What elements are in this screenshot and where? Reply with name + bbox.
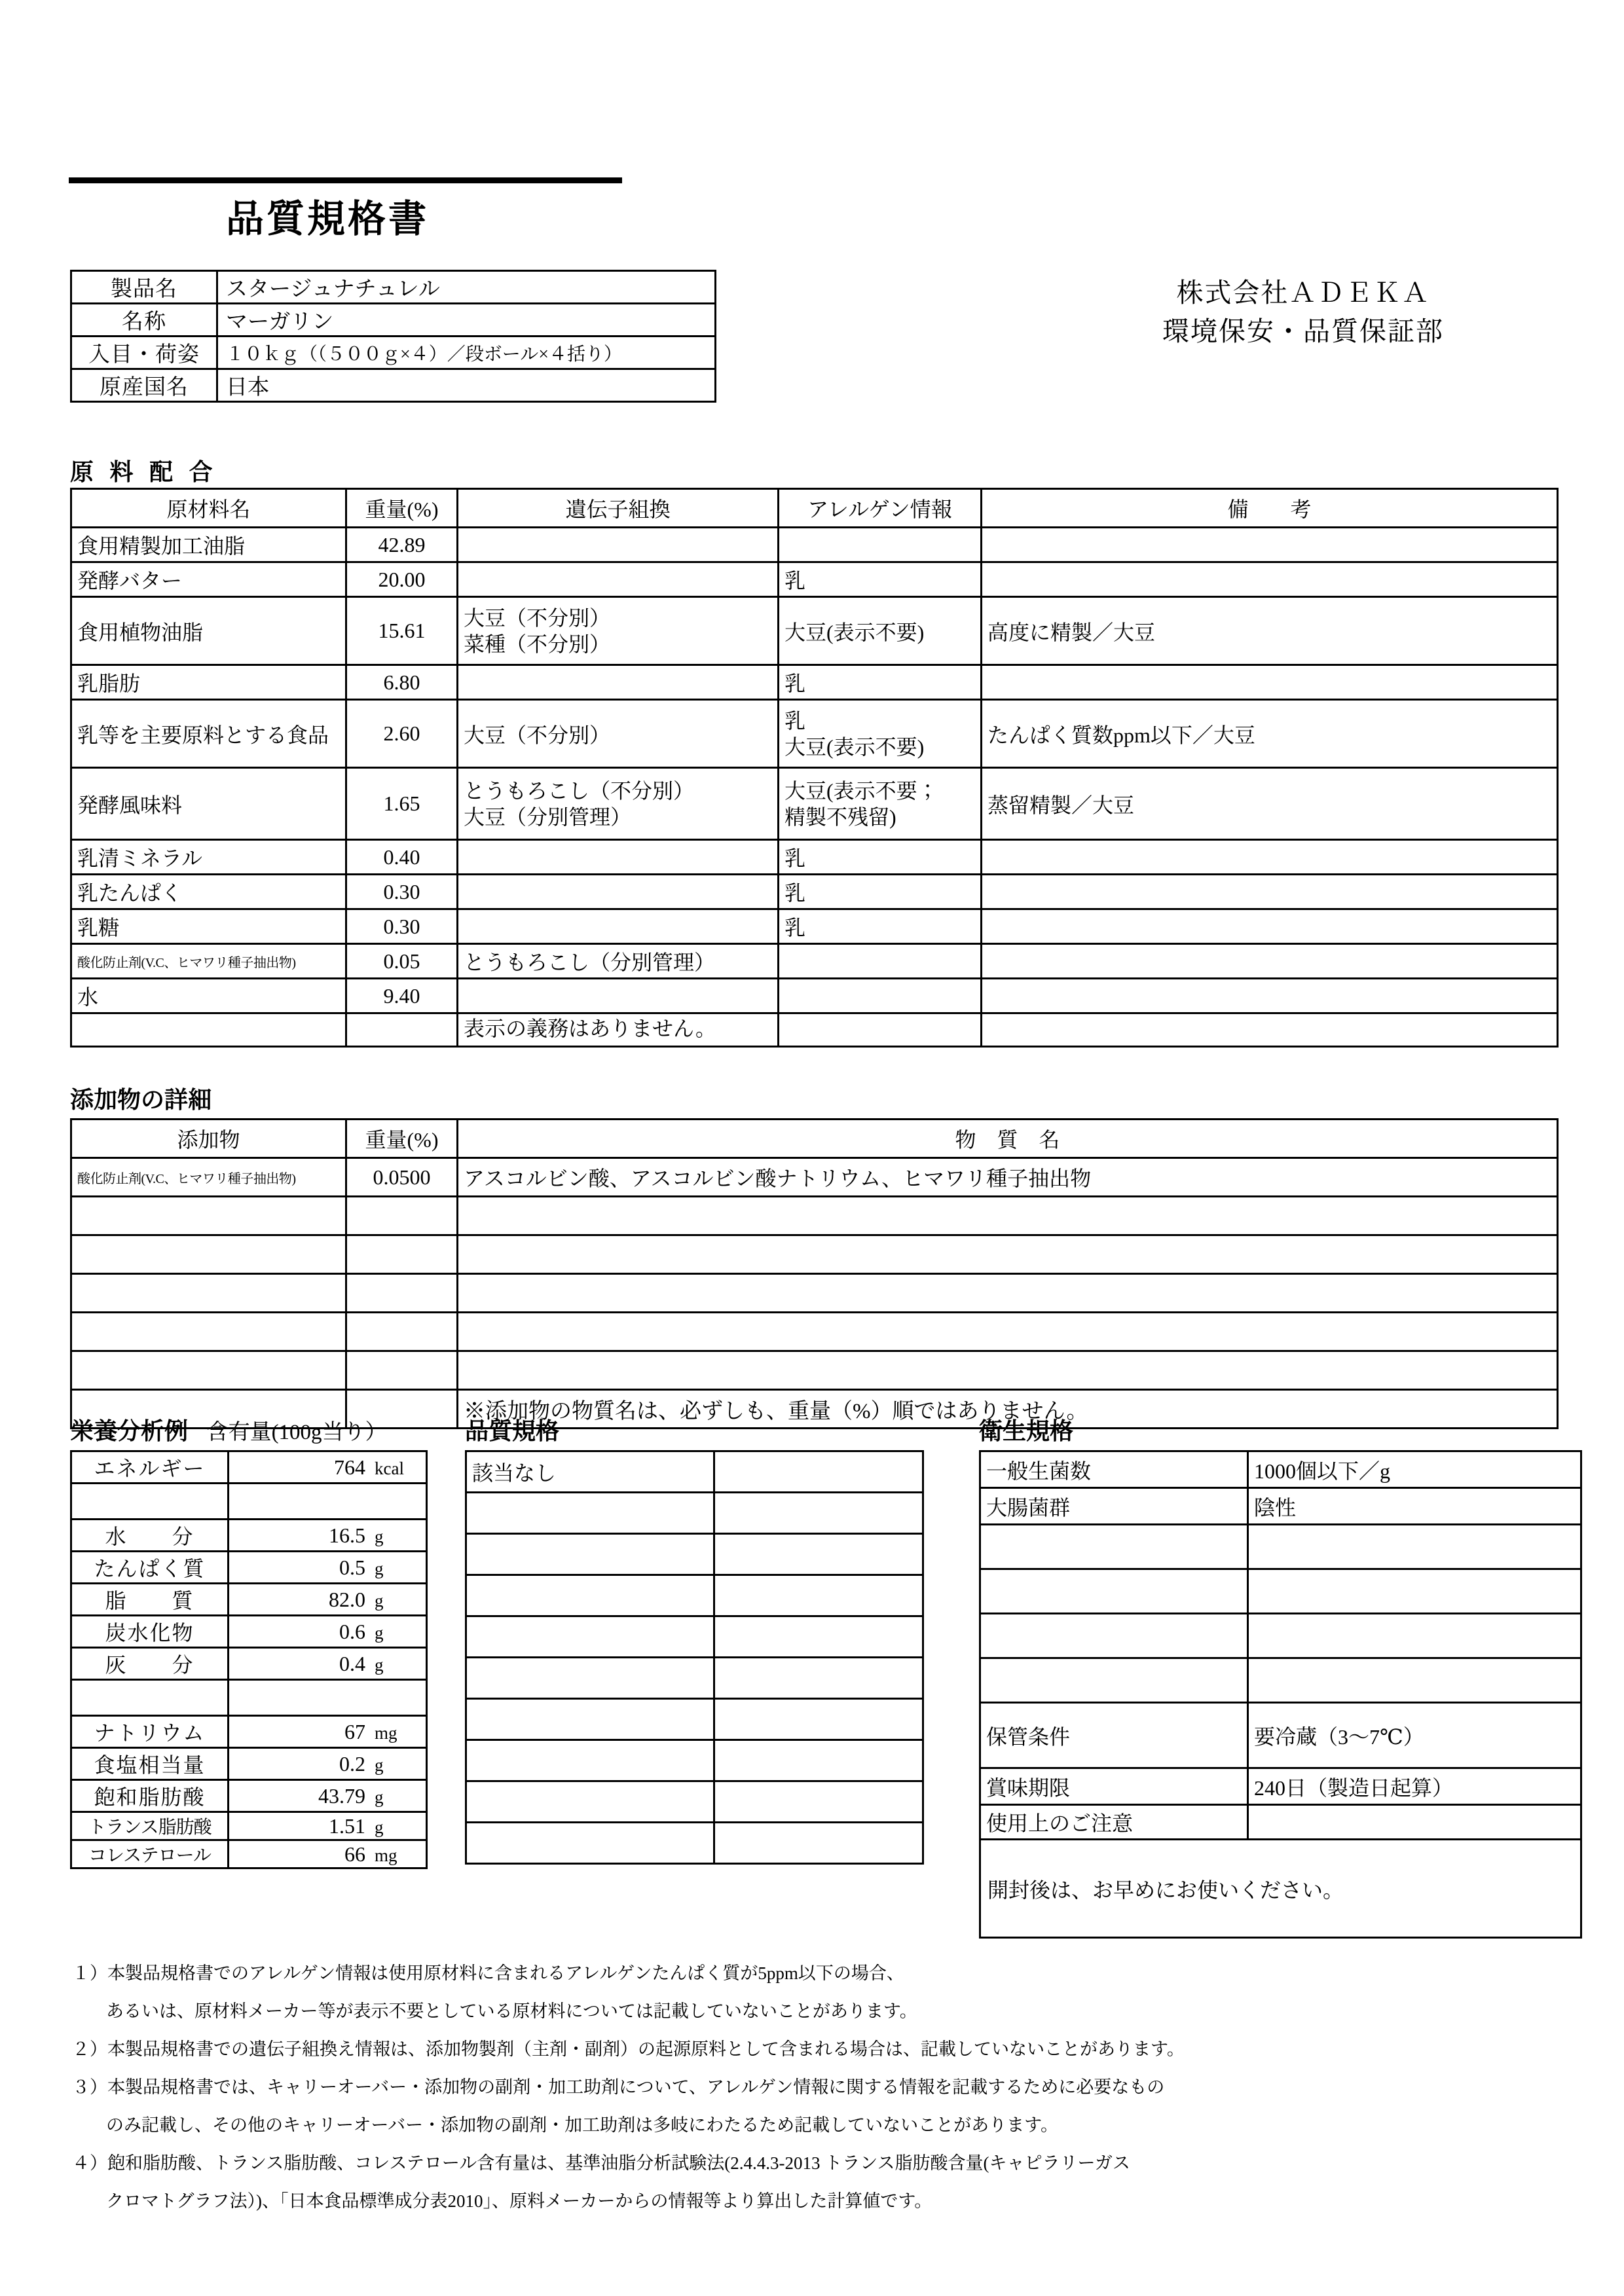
- gmo-line-1: 大豆（不分別）: [464, 606, 611, 630]
- nutrient-label: 食塩相当量: [71, 1748, 229, 1780]
- quality-value: [714, 1658, 923, 1699]
- hygiene-item: 一般生菌数: [980, 1451, 1248, 1488]
- table-row: [71, 875, 1558, 909]
- allergen-line-2: 大豆(表示不要): [784, 735, 925, 759]
- table-row: [71, 944, 1558, 979]
- ingredient-gmo: [458, 528, 779, 562]
- nutrient-label: 炭水化物: [71, 1616, 229, 1648]
- ingredient-gmo: [458, 909, 779, 944]
- quality-item: [466, 1616, 714, 1658]
- nutrition-heading: [70, 1413, 387, 1446]
- ingredient-weight: 0.30: [346, 909, 458, 944]
- nutrient-value-cell: [229, 1584, 427, 1616]
- table-row: [980, 1525, 1581, 1569]
- nutrient-label: コレステロール: [71, 1840, 229, 1868]
- footnote-1: [72, 1954, 1572, 2030]
- nutrient-value-cell: [229, 1812, 427, 1840]
- ingredient-remarks: たんぱく質数ppm以下／大豆: [982, 700, 1558, 768]
- nutrient-value: 0.5: [339, 1555, 365, 1579]
- quality-value: [714, 1781, 923, 1823]
- ingredient-weight: 1.65: [346, 768, 458, 840]
- ingredient-gmo: [458, 840, 779, 875]
- nutrient-value: 764: [334, 1455, 365, 1479]
- ingredient-allergen: [779, 768, 982, 840]
- hygiene-item: [980, 1569, 1248, 1614]
- ingredient-remarks: [982, 979, 1558, 1013]
- table-row: [71, 597, 1558, 665]
- ingredient-remarks: 高度に精製／大豆: [982, 597, 1558, 665]
- additive-weight: 0.0500: [346, 1158, 458, 1197]
- additives-order-footnote: ※添加物の物質名は、必ずしも、重量（%）順ではありません。: [458, 1390, 1558, 1429]
- ingredient-weight: 9.40: [346, 979, 458, 1013]
- ingredient-weight: 20.00: [346, 562, 458, 597]
- ingredient-allergen: 乳: [779, 665, 982, 700]
- nutrient-label: ナトリウム: [71, 1716, 229, 1748]
- table-row: [71, 665, 1558, 700]
- ingredient-allergen: 大豆(表示不要): [779, 597, 982, 665]
- nutrient-value-cell: [229, 1780, 427, 1812]
- table-row: [71, 1780, 427, 1812]
- table-row: [71, 840, 1558, 875]
- nutrient-label: 灰 分: [71, 1648, 229, 1680]
- quality-item: [466, 1699, 714, 1740]
- quality-value: [714, 1616, 923, 1658]
- ingredient-name: 乳脂肪: [71, 665, 346, 700]
- gmo-line-2: 菜種（不分別）: [464, 632, 611, 656]
- ingredient-weight-empty: [346, 1013, 458, 1047]
- footnote-4-line-1: ４）飽和脂肪酸、トランス脂肪酸、コレステロール含有量は、基準油脂分析試験法(2.4.4.3-2013 トランス脂肪酸含量(キャピラリーガス: [72, 2153, 1130, 2173]
- col-header-ingredient-name: 原材料名: [71, 489, 346, 528]
- nutrient-value-blank: [229, 1484, 427, 1520]
- table-row: [466, 1575, 923, 1616]
- table-row: [71, 1840, 427, 1868]
- quality-spec-table: [465, 1450, 924, 1865]
- nutrient-label-blank: [71, 1680, 229, 1716]
- table-row: [466, 1451, 923, 1493]
- quality-item: [466, 1658, 714, 1699]
- quality-item: [466, 1740, 714, 1781]
- nutrient-label: 水 分: [71, 1520, 229, 1552]
- hygiene-heading: 衛生規格: [979, 1418, 1074, 1445]
- allergen-line-1: 大豆(表示不要；: [784, 778, 938, 803]
- table-row: [980, 1658, 1581, 1703]
- nutrient-unit: mg: [375, 1722, 397, 1743]
- table-row: [71, 1648, 427, 1680]
- table-row: [466, 1658, 923, 1699]
- footnote-3-line-1: ３）本製品規格書では、キャリーオーバー・添加物の副剤・加工助剤について、アレルゲン情報に関する情報を記載するために必要なもの: [72, 2077, 1165, 2097]
- gmo-line-1: とうもろこし（不分別）: [464, 778, 695, 803]
- ingredient-name: 乳等を主要原料とする食品: [71, 700, 346, 768]
- table-row: [980, 1569, 1581, 1614]
- additive-weight: [346, 1351, 458, 1390]
- table-row: [71, 369, 716, 402]
- ingredient-gmo: [458, 665, 779, 700]
- table-row: [71, 1812, 427, 1840]
- footnote-1-line-2: あるいは、原材料メーカー等が表示不要としている原材料については記載していないことがあります。: [106, 2001, 917, 2021]
- quality-item: [466, 1823, 714, 1864]
- company-name: 株式会社ＡＤＥＫＡ: [1176, 278, 1430, 308]
- nutrition-heading-main: 栄養分析例: [70, 1418, 189, 1445]
- table-header-row: [71, 489, 1558, 528]
- table-row: [71, 1351, 1558, 1390]
- table-header-row: [71, 1120, 1558, 1158]
- nutrient-unit: g: [375, 1755, 384, 1775]
- table-row: [466, 1740, 923, 1781]
- table-row: [71, 768, 1558, 840]
- ingredient-name: 酸化防止剤(V.C、ヒマワリ種子抽出物): [71, 944, 346, 979]
- col-header-allergen: アレルゲン情報: [779, 489, 982, 528]
- nutrient-value-cell: [229, 1840, 427, 1868]
- col-header-substance-name: 物 質 名: [458, 1120, 1558, 1158]
- quality-value: [714, 1493, 923, 1534]
- clipped-overflow-text: 表示の義務はありません。: [464, 1017, 716, 1040]
- ingredient-gmo: [458, 768, 779, 840]
- ingredient-remarks: [982, 875, 1558, 909]
- table-row-blank: [71, 1484, 427, 1520]
- nutrient-unit: kcal: [375, 1458, 404, 1478]
- ingredient-name: 発酵バター: [71, 562, 346, 597]
- ingredient-gmo: [458, 597, 779, 665]
- quality-value: [714, 1699, 923, 1740]
- hygiene-value: 陰性: [1248, 1488, 1581, 1525]
- usage-caution-spacer: [1248, 1805, 1581, 1840]
- quality-item: [466, 1781, 714, 1823]
- ingredient-weight: 0.30: [346, 875, 458, 909]
- table-row: [71, 337, 716, 369]
- origin-country-label: 原産国名: [71, 369, 217, 402]
- table-row: [71, 700, 1558, 768]
- hygiene-table: [979, 1450, 1582, 1939]
- additive-name: [71, 1351, 346, 1390]
- common-name-value: マーガリン: [217, 304, 716, 337]
- nutrient-value-cell: [229, 1520, 427, 1552]
- usage-caution-text: 開封後は、お早めにお使いください。: [980, 1840, 1581, 1938]
- nutrition-heading-sub: 含有量(100g当り）: [206, 1421, 387, 1444]
- ingredient-remarks: 蒸留精製／大豆: [982, 768, 1558, 840]
- footnote-3-line-2: のみ記載し、その他のキャリーオーバー・添加物の副剤・加工助剤は多岐にわたるため記載していないことがあります。: [106, 2115, 1058, 2135]
- nutrient-unit: g: [375, 1817, 384, 1837]
- gmo-line-2: 大豆（分別管理）: [464, 805, 632, 829]
- table-row: [980, 1805, 1581, 1840]
- ingredient-gmo: [458, 979, 779, 1013]
- additive-substance: [458, 1351, 1558, 1390]
- ingredient-name: 乳糖: [71, 909, 346, 944]
- col-header-remarks: 備 考: [982, 489, 1558, 528]
- header-rule: [69, 177, 622, 183]
- table-row: [71, 1748, 427, 1780]
- ingredient-name: 乳たんぱく: [71, 875, 346, 909]
- quality-item: [466, 1534, 714, 1575]
- table-row: [71, 1716, 427, 1748]
- table-row: [71, 1552, 427, 1584]
- ingredient-weight: 15.61: [346, 597, 458, 665]
- nutrient-value: 1.51: [329, 1813, 365, 1838]
- additives-table: [70, 1118, 1559, 1429]
- ingredient-name: 乳清ミネラル: [71, 840, 346, 875]
- ingredient-remarks: [982, 528, 1558, 562]
- table-row: [980, 1614, 1581, 1658]
- shelf-life-value: 240日（製造日起算）: [1248, 1768, 1581, 1805]
- footnote-4: [72, 2144, 1572, 2220]
- nutrient-value-cell: [229, 1616, 427, 1648]
- ingredient-remarks: [982, 840, 1558, 875]
- product-info-table: [70, 270, 716, 403]
- ingredient-weight: 2.60: [346, 700, 458, 768]
- ingredient-name: 発酵風味料: [71, 768, 346, 840]
- additive-weight: [346, 1235, 458, 1274]
- additive-name: [71, 1197, 346, 1235]
- table-row-clipped: [71, 1013, 1558, 1047]
- quality-value: [714, 1534, 923, 1575]
- nutrient-value-cell: [229, 1552, 427, 1584]
- ingredient-gmo: とうもろこし（分別管理）: [458, 944, 779, 979]
- footnote-4-line-2: クロマトグラフ法）)、「日本食品標準成分表2010」、原料メーカーからの情報等より算出した計算値です。: [106, 2191, 932, 2211]
- nutrient-unit: g: [375, 1590, 384, 1611]
- ingredient-allergen: [779, 979, 982, 1013]
- footnote-2: [72, 2030, 1572, 2068]
- nutrient-label: トランス脂肪酸: [71, 1812, 229, 1840]
- table-row: [71, 1451, 427, 1484]
- table-row: [466, 1616, 923, 1658]
- footnote-2-line-1: ２）本製品規格書での遺伝子組換え情報は、添加物製剤（主剤・副剤）の起源原料として含まれる場合は、記載していないことがあります。: [72, 2039, 1185, 2059]
- table-row: [71, 1274, 1558, 1313]
- hygiene-value: [1248, 1525, 1581, 1569]
- ingredient-gmo: [458, 562, 779, 597]
- additive-name: 酸化防止剤(V.C、ヒマワリ種子抽出物): [71, 1158, 346, 1197]
- quality-value: [714, 1823, 923, 1864]
- quality-item: [466, 1575, 714, 1616]
- nutrient-value-blank: [229, 1680, 427, 1716]
- footnote-3: [72, 2068, 1572, 2144]
- table-row: [71, 304, 716, 337]
- ingredient-allergen: [779, 528, 982, 562]
- storage-condition-value: 要冷蔵（3～7℃）: [1248, 1703, 1581, 1768]
- ingredient-gmo: 大豆（不分別）: [458, 700, 779, 768]
- nutrient-value-cell: [229, 1748, 427, 1780]
- nutrient-value: 16.5: [329, 1523, 365, 1547]
- table-row: [466, 1823, 923, 1864]
- storage-condition-label: 保管条件: [980, 1703, 1248, 1768]
- nutrient-unit: g: [375, 1558, 384, 1578]
- nutrient-value: 67: [344, 1719, 365, 1743]
- ingredient-allergen: 乳: [779, 909, 982, 944]
- table-row: [980, 1768, 1581, 1805]
- hygiene-value: [1248, 1614, 1581, 1658]
- nutrient-value: 0.6: [339, 1619, 365, 1643]
- ingredient-remarks-empty: [982, 1013, 1558, 1047]
- quality-item: 該当なし: [466, 1451, 714, 1493]
- quality-item: [466, 1493, 714, 1534]
- footnotes-block: [72, 1954, 1572, 2220]
- ingredient-weight: 6.80: [346, 665, 458, 700]
- nutrient-value-cell: [229, 1648, 427, 1680]
- ingredient-remarks: [982, 665, 1558, 700]
- table-row: [71, 1197, 1558, 1235]
- nutrient-label: エネルギー: [71, 1451, 229, 1484]
- nutrient-value-cell: [229, 1451, 427, 1484]
- nutrient-unit: g: [375, 1654, 384, 1675]
- table-row: [980, 1703, 1581, 1768]
- hygiene-item: [980, 1658, 1248, 1703]
- ingredients-table: [70, 488, 1559, 1048]
- nutrient-label: たんぱく質: [71, 1552, 229, 1584]
- quality-spec-heading: 品質規格: [465, 1418, 560, 1445]
- shelf-life-label: 賞味期限: [980, 1768, 1248, 1805]
- additive-weight: [346, 1197, 458, 1235]
- packaging-label: 入目・荷姿: [71, 337, 217, 369]
- nutrient-unit: g: [375, 1526, 384, 1546]
- ingredient-gmo: [458, 875, 779, 909]
- table-row: [71, 1520, 427, 1552]
- table-row: [466, 1534, 923, 1575]
- table-row: [466, 1781, 923, 1823]
- nutrient-label: 脂 質: [71, 1584, 229, 1616]
- nutrient-value-cell: [229, 1716, 427, 1748]
- ingredient-allergen-empty: [779, 1013, 982, 1047]
- ingredient-name: 食用植物油脂: [71, 597, 346, 665]
- footnote-1-line-1: １）本製品規格書でのアレルゲン情報は使用原材料に含まれるアレルゲンたんぱく質が5ppm以下の場合、: [72, 1963, 904, 1983]
- hygiene-value: 1000個以下／g: [1248, 1451, 1581, 1488]
- ingredient-allergen: 乳: [779, 875, 982, 909]
- additives-heading: 添加物の詳細: [70, 1087, 212, 1114]
- table-row: [71, 1158, 1558, 1197]
- table-row: [71, 909, 1558, 944]
- table-row: [71, 562, 1558, 597]
- ingredient-allergen: 乳: [779, 562, 982, 597]
- nutrient-unit: g: [375, 1787, 384, 1807]
- hygiene-item: [980, 1614, 1248, 1658]
- table-row-blank: [71, 1680, 427, 1716]
- additive-substance: [458, 1235, 1558, 1274]
- additive-substance: [458, 1274, 1558, 1313]
- quality-value: [714, 1740, 923, 1781]
- ingredient-allergen: [779, 944, 982, 979]
- ingredient-allergen: [779, 700, 982, 768]
- table-row: [71, 528, 1558, 562]
- hygiene-value: [1248, 1658, 1581, 1703]
- hygiene-item: 大腸菌群: [980, 1488, 1248, 1525]
- packaging-value: １０ｋｇ（（５００ｇ×４）／段ボール×４括り）: [217, 337, 716, 369]
- quality-value: [714, 1575, 923, 1616]
- col-header-gmo: 遺伝子組換: [458, 489, 779, 528]
- hygiene-item: [980, 1525, 1248, 1569]
- page-title: 品質規格書: [226, 196, 430, 241]
- ingredient-remarks: [982, 562, 1558, 597]
- ingredient-name: 水: [71, 979, 346, 1013]
- ingredient-name: 食用精製加工油脂: [71, 528, 346, 562]
- table-row: [71, 1313, 1558, 1351]
- quality-value: [714, 1451, 923, 1493]
- additive-substance: [458, 1197, 1558, 1235]
- nutrient-label: 飽和脂肪酸: [71, 1780, 229, 1812]
- nutrient-unit: g: [375, 1622, 384, 1643]
- table-row: [71, 1616, 427, 1648]
- table-row: [980, 1488, 1581, 1525]
- table-row: [71, 979, 1558, 1013]
- nutrient-value: 0.2: [339, 1751, 365, 1776]
- ingredient-weight: 0.40: [346, 840, 458, 875]
- origin-country-value: 日本: [217, 369, 716, 402]
- ingredient-weight: 42.89: [346, 528, 458, 562]
- additive-weight: [346, 1313, 458, 1351]
- ingredient-remarks: [982, 944, 1558, 979]
- col-header-additive: 添加物: [71, 1120, 346, 1158]
- ingredient-name-empty: [71, 1013, 346, 1047]
- company-block: [1074, 274, 1532, 352]
- common-name-label: 名称: [71, 304, 217, 337]
- col-header-weight: 重量(%): [346, 489, 458, 528]
- product-name-value: スタージュナチュレル: [217, 271, 716, 304]
- table-row: [466, 1493, 923, 1534]
- table-row: [980, 1451, 1581, 1488]
- additive-substance: アスコルビン酸、アスコルビン酸ナトリウム、ヒマワリ種子抽出物: [458, 1158, 1558, 1197]
- nutrient-value: 66: [344, 1842, 365, 1866]
- ingredient-remarks: [982, 909, 1558, 944]
- additive-name: [71, 1235, 346, 1274]
- col-header-additive-weight: 重量(%): [346, 1120, 458, 1158]
- table-row: [71, 271, 716, 304]
- ingredient-gmo-clipped: [458, 1013, 779, 1047]
- nutrient-label-blank: [71, 1484, 229, 1520]
- nutrient-value: 43.79: [318, 1783, 365, 1808]
- nutrient-value: 0.4: [339, 1651, 365, 1675]
- table-row: [71, 1235, 1558, 1274]
- company-department: 環境保安・品質保証部: [1162, 316, 1444, 347]
- additive-weight: [346, 1274, 458, 1313]
- table-row: [466, 1699, 923, 1740]
- ingredient-allergen: 乳: [779, 840, 982, 875]
- table-row: [71, 1584, 427, 1616]
- table-row: [980, 1840, 1581, 1938]
- ingredient-weight: 0.05: [346, 944, 458, 979]
- usage-caution-label: 使用上のご注意: [980, 1805, 1248, 1840]
- hygiene-value: [1248, 1569, 1581, 1614]
- additive-name: [71, 1274, 346, 1313]
- allergen-line-2: 精製不残留): [784, 805, 896, 829]
- nutrition-table: [70, 1450, 428, 1869]
- nutrient-unit: mg: [375, 1845, 397, 1865]
- additive-substance: [458, 1313, 1558, 1351]
- product-name-label: 製品名: [71, 271, 217, 304]
- nutrient-value: 82.0: [329, 1587, 365, 1611]
- additive-name: [71, 1313, 346, 1351]
- allergen-line-1: 乳: [784, 708, 806, 733]
- ingredients-heading: 原 料 配 合: [70, 459, 217, 486]
